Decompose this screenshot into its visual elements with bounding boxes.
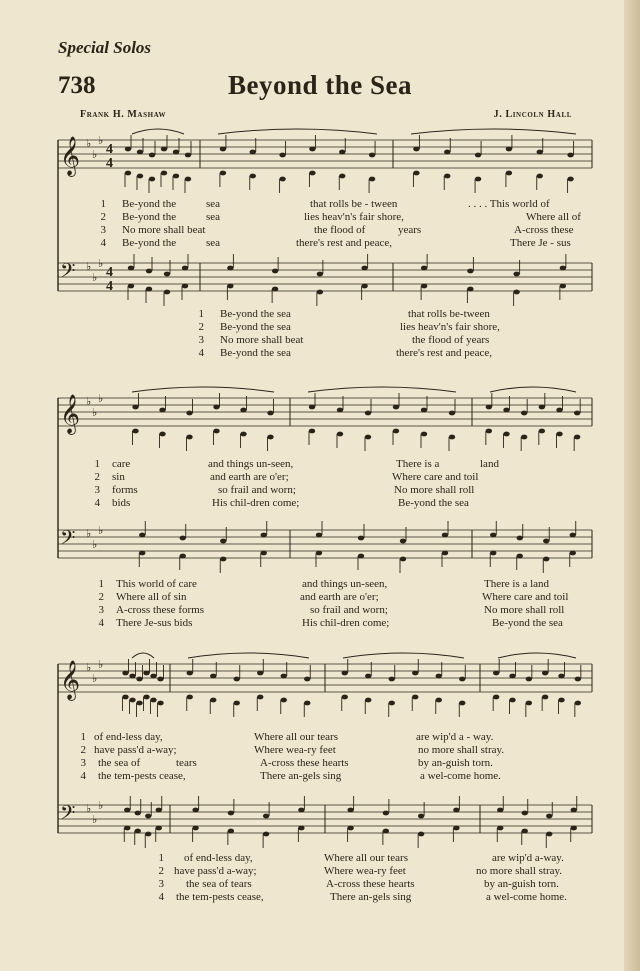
verse-line: 4 the tem-pests cease, There an-gels sing a wel-come home.: [158, 891, 567, 903]
verse-line: 4 the tem-pests cease, There an-gels sing a wel-come home.: [80, 770, 501, 782]
note-head: [304, 677, 310, 682]
note-head: [383, 811, 389, 816]
note-head: [493, 695, 499, 700]
verse-line: 2 have pass'd a-way; Where wea-ry feet no more shall stray.: [80, 744, 505, 756]
note-head: [267, 411, 273, 416]
verse-line: 1 Be-yond the sea that rolls be - tween . . . . This world of: [100, 198, 550, 210]
note-head: [146, 269, 152, 274]
flat-sign-icon: ♭: [86, 137, 92, 150]
flat-sign-icon: ♭: [98, 392, 104, 405]
note-head: [159, 408, 165, 413]
time-signature: 4: [106, 265, 113, 280]
note-head: [164, 290, 170, 295]
note-head: [164, 272, 170, 277]
note-head: [347, 808, 353, 813]
time-signature: 4: [106, 279, 113, 294]
verse-line: 1 Be-yond the sea that rolls be-tween: [198, 308, 490, 320]
verse-line: 3 A-cross these forms so frail and worn; No more shall roll: [98, 604, 565, 616]
flat-sign-icon: ♭: [98, 257, 104, 270]
verse-line: 3 forms so frail and worn; No more shall roll: [94, 484, 475, 496]
note-head: [546, 814, 552, 819]
note-head: [228, 811, 234, 816]
flat-sign-icon: ♭: [86, 527, 92, 540]
note-head: [143, 695, 149, 700]
note-head: [513, 290, 519, 295]
note-head: [337, 408, 343, 413]
bass-clef-icon: 𝄢: [60, 526, 76, 554]
note-head: [567, 177, 573, 182]
note-head: [497, 826, 503, 831]
note-head: [517, 554, 523, 559]
note-head: [539, 429, 545, 434]
slur: [490, 387, 576, 392]
note-head: [556, 432, 562, 437]
note-head: [220, 171, 226, 176]
note-head: [342, 671, 348, 676]
note-head: [161, 147, 167, 152]
note-head: [412, 695, 418, 700]
verse-line: 3 the sea of tears A-cross these hearts by an-guish torn.: [80, 757, 493, 769]
note-head: [261, 551, 267, 556]
note-head: [365, 435, 371, 440]
note-head: [146, 287, 152, 292]
verse-line: 4 Be-yond the sea there's rest and peace,: [198, 347, 493, 359]
note-head: [185, 177, 191, 182]
note-head: [575, 677, 581, 682]
note-head: [281, 698, 287, 703]
flat-sign-icon: ♭: [86, 395, 92, 408]
note-head: [149, 153, 155, 158]
note-head: [180, 536, 186, 541]
time-signature: 4: [106, 142, 113, 157]
note-head: [365, 698, 371, 703]
note-head: [490, 533, 496, 538]
note-head: [521, 411, 527, 416]
note-head: [575, 701, 581, 706]
note-head: [187, 695, 193, 700]
note-head: [442, 533, 448, 538]
note-head: [459, 701, 465, 706]
note-head: [220, 557, 226, 562]
flat-sign-icon: ♭: [98, 658, 104, 671]
note-head: [400, 539, 406, 544]
note-head: [453, 808, 459, 813]
note-head: [506, 171, 512, 176]
note-head: [339, 150, 345, 155]
note-head: [509, 698, 515, 703]
note-head: [124, 808, 130, 813]
note-head: [263, 832, 269, 837]
verse-line: 2 Be-yond the sea lies heav'n's fair shore,: [198, 321, 500, 333]
note-head: [180, 554, 186, 559]
slur: [132, 129, 184, 134]
note-head: [571, 826, 577, 831]
note-head: [490, 551, 496, 556]
verse-line: 3 No more shall beat the flood of years: [198, 334, 490, 346]
note-head: [279, 153, 285, 158]
note-head: [263, 814, 269, 819]
note-head: [137, 150, 143, 155]
note-head: [317, 272, 323, 277]
note-head: [413, 171, 419, 176]
flat-sign-icon: ♭: [86, 802, 92, 815]
slur: [218, 129, 377, 134]
note-head: [257, 671, 263, 676]
note-head: [361, 266, 367, 271]
note-head: [567, 153, 573, 158]
slur: [498, 653, 576, 658]
note-head: [128, 266, 134, 271]
flat-sign-icon: ♭: [92, 148, 98, 161]
note-head: [517, 536, 523, 541]
note-head: [298, 826, 304, 831]
note-head: [317, 290, 323, 295]
note-head: [157, 677, 163, 682]
note-head: [156, 826, 162, 831]
composer-credit: J. Lincoln Hall: [493, 109, 572, 120]
note-head: [570, 533, 576, 538]
verse-line: 2 sin and earth are o'er; Where care and toil: [94, 471, 479, 483]
note-head: [161, 171, 167, 176]
note-head: [558, 698, 564, 703]
verse-line: 1 This world of care and things un-seen, There is a land: [98, 578, 550, 590]
note-head: [135, 811, 141, 816]
note-head: [261, 533, 267, 538]
note-head: [497, 808, 503, 813]
note-head: [122, 695, 128, 700]
note-head: [449, 411, 455, 416]
note-head: [213, 405, 219, 410]
note-head: [240, 408, 246, 413]
note-head: [365, 674, 371, 679]
treble-clef-icon: 𝄞: [60, 394, 81, 434]
verse-line: 4 bids His chil-dren come; Be-yond the sea: [94, 497, 469, 509]
note-head: [210, 674, 216, 679]
note-head: [522, 811, 528, 816]
note-head: [234, 677, 240, 682]
note-head: [571, 808, 577, 813]
note-head: [192, 826, 198, 831]
note-head: [125, 171, 131, 176]
hymn-title: Beyond the Sea: [227, 70, 413, 100]
note-head: [220, 147, 226, 152]
note-head: [124, 826, 130, 831]
flat-sign-icon: ♭: [98, 524, 104, 537]
note-head: [316, 533, 322, 538]
note-head: [139, 533, 145, 538]
note-head: [136, 701, 142, 706]
note-head: [556, 408, 562, 413]
note-head: [159, 432, 165, 437]
note-head: [393, 429, 399, 434]
note-head: [129, 698, 135, 703]
note-head: [358, 554, 364, 559]
note-head: [574, 411, 580, 416]
note-head: [272, 287, 278, 292]
note-head: [339, 174, 345, 179]
note-head: [337, 432, 343, 437]
author-credit: Frank H. Mashaw: [80, 109, 167, 120]
note-head: [267, 435, 273, 440]
note-head: [122, 671, 128, 676]
note-head: [574, 435, 580, 440]
note-head: [145, 814, 151, 819]
verse-line: 3 No more shall beat the flood of years A-cross these: [100, 224, 574, 236]
treble-clef-icon: 𝄞: [60, 136, 81, 176]
treble-clef-icon: 𝄞: [60, 660, 81, 700]
note-head: [309, 147, 315, 152]
bass-clef-icon: 𝄢: [60, 801, 76, 829]
note-head: [257, 695, 263, 700]
note-head: [467, 287, 473, 292]
note-head: [309, 429, 315, 434]
note-head: [132, 405, 138, 410]
note-head: [570, 551, 576, 556]
note-head: [521, 435, 527, 440]
note-head: [389, 701, 395, 706]
note-head: [383, 829, 389, 834]
note-head: [412, 671, 418, 676]
verse-line: 2 Where all of sin and earth are o'er; Where care and toil: [98, 591, 569, 603]
note-head: [132, 429, 138, 434]
note-head: [157, 701, 163, 706]
note-head: [537, 150, 543, 155]
note-head: [192, 808, 198, 813]
note-head: [250, 174, 256, 179]
note-head: [400, 557, 406, 562]
note-head: [369, 177, 375, 182]
note-head: [139, 551, 145, 556]
note-head: [543, 539, 549, 544]
note-head: [509, 674, 515, 679]
note-head: [173, 150, 179, 155]
slur: [132, 387, 274, 392]
note-head: [347, 826, 353, 831]
note-head: [234, 701, 240, 706]
flat-sign-icon: ♭: [92, 538, 98, 551]
note-head: [459, 677, 465, 682]
hymn-number: 738: [58, 72, 96, 99]
note-head: [150, 698, 156, 703]
flat-sign-icon: ♭: [92, 813, 98, 826]
note-head: [298, 808, 304, 813]
note-head: [543, 557, 549, 562]
note-head: [186, 411, 192, 416]
note-head: [486, 429, 492, 434]
note-head: [513, 272, 519, 277]
note-head: [156, 808, 162, 813]
note-head: [281, 674, 287, 679]
flat-sign-icon: ♭: [86, 661, 92, 674]
slur: [308, 387, 456, 392]
note-head: [136, 677, 142, 682]
verse-line: 2 have pass'd a-way; Where wea-ry feet no more shall stray.: [158, 865, 563, 877]
verse-line: 1 of end-less day, Where all our tears are wip'd a - way.: [80, 731, 494, 743]
note-head: [486, 405, 492, 410]
note-head: [444, 150, 450, 155]
note-head: [436, 674, 442, 679]
note-head: [393, 405, 399, 410]
verse-line: 1 of end-less day, Where all our tears are wip'd a-way.: [158, 852, 564, 864]
note-head: [475, 177, 481, 182]
slur: [188, 653, 309, 658]
note-head: [210, 698, 216, 703]
section-heading: Special Solos: [58, 38, 152, 57]
note-head: [503, 408, 509, 413]
note-head: [506, 147, 512, 152]
note-head: [227, 284, 233, 289]
flat-sign-icon: ♭: [92, 271, 98, 284]
note-head: [365, 411, 371, 416]
note-head: [436, 698, 442, 703]
note-head: [182, 284, 188, 289]
note-head: [418, 832, 424, 837]
note-head: [304, 701, 310, 706]
note-head: [389, 677, 395, 682]
flat-sign-icon: ♭: [92, 672, 98, 685]
note-head: [173, 174, 179, 179]
note-head: [453, 826, 459, 831]
note-head: [542, 671, 548, 676]
note-head: [413, 147, 419, 152]
note-head: [421, 284, 427, 289]
note-head: [493, 671, 499, 676]
note-head: [186, 435, 192, 440]
note-head: [421, 408, 427, 413]
note-head: [187, 671, 193, 676]
note-head: [358, 536, 364, 541]
note-head: [149, 177, 155, 182]
note-head: [560, 266, 566, 271]
verse-line: 4 There Je-sus bids His chil-dren come; Be-yond the sea: [98, 617, 563, 629]
note-head: [309, 171, 315, 176]
slur: [411, 129, 576, 134]
note-head: [475, 153, 481, 158]
note-head: [250, 150, 256, 155]
note-head: [220, 539, 226, 544]
note-head: [145, 832, 151, 837]
note-head: [369, 153, 375, 158]
note-head: [227, 266, 233, 271]
verse-line: 1 care and things un-seen, There is a land: [94, 458, 499, 470]
note-head: [150, 674, 156, 679]
time-signature: 4: [106, 156, 113, 171]
note-head: [228, 829, 234, 834]
note-head: [342, 695, 348, 700]
note-head: [546, 832, 552, 837]
note-head: [421, 266, 427, 271]
note-head: [240, 432, 246, 437]
note-head: [560, 284, 566, 289]
note-head: [135, 829, 141, 834]
note-head: [137, 174, 143, 179]
slur: [343, 653, 464, 658]
note-head: [539, 405, 545, 410]
note-head: [418, 814, 424, 819]
note-head: [213, 429, 219, 434]
note-head: [128, 284, 134, 289]
slur: [132, 653, 154, 658]
flat-sign-icon: ♭: [98, 799, 104, 812]
flat-sign-icon: ♭: [98, 134, 104, 147]
flat-sign-icon: ♭: [86, 260, 92, 273]
note-head: [185, 153, 191, 158]
note-head: [522, 829, 528, 834]
note-head: [316, 551, 322, 556]
bass-clef-icon: 𝄢: [60, 259, 76, 287]
verse-line: 4 Be-yond the sea there's rest and peace, There Je - sus: [100, 237, 571, 249]
note-head: [526, 677, 532, 682]
note-head: [444, 174, 450, 179]
note-head: [309, 405, 315, 410]
verse-line: 2 Be-yond the sea lies heav'n's fair shore, Where all of: [100, 211, 581, 223]
note-head: [129, 674, 135, 679]
note-head: [449, 435, 455, 440]
note-head: [272, 269, 278, 274]
note-head: [558, 674, 564, 679]
note-head: [361, 284, 367, 289]
note-head: [526, 701, 532, 706]
note-head: [143, 671, 149, 676]
flat-sign-icon: ♭: [92, 406, 98, 419]
note-head: [279, 177, 285, 182]
note-head: [467, 269, 473, 274]
note-head: [542, 695, 548, 700]
note-head: [537, 174, 543, 179]
note-head: [503, 432, 509, 437]
note-head: [442, 551, 448, 556]
verse-line: 3 the sea of tears A-cross these hearts by an-guish torn.: [158, 878, 559, 890]
note-head: [182, 266, 188, 271]
note-head: [421, 432, 427, 437]
note-head: [125, 147, 131, 152]
